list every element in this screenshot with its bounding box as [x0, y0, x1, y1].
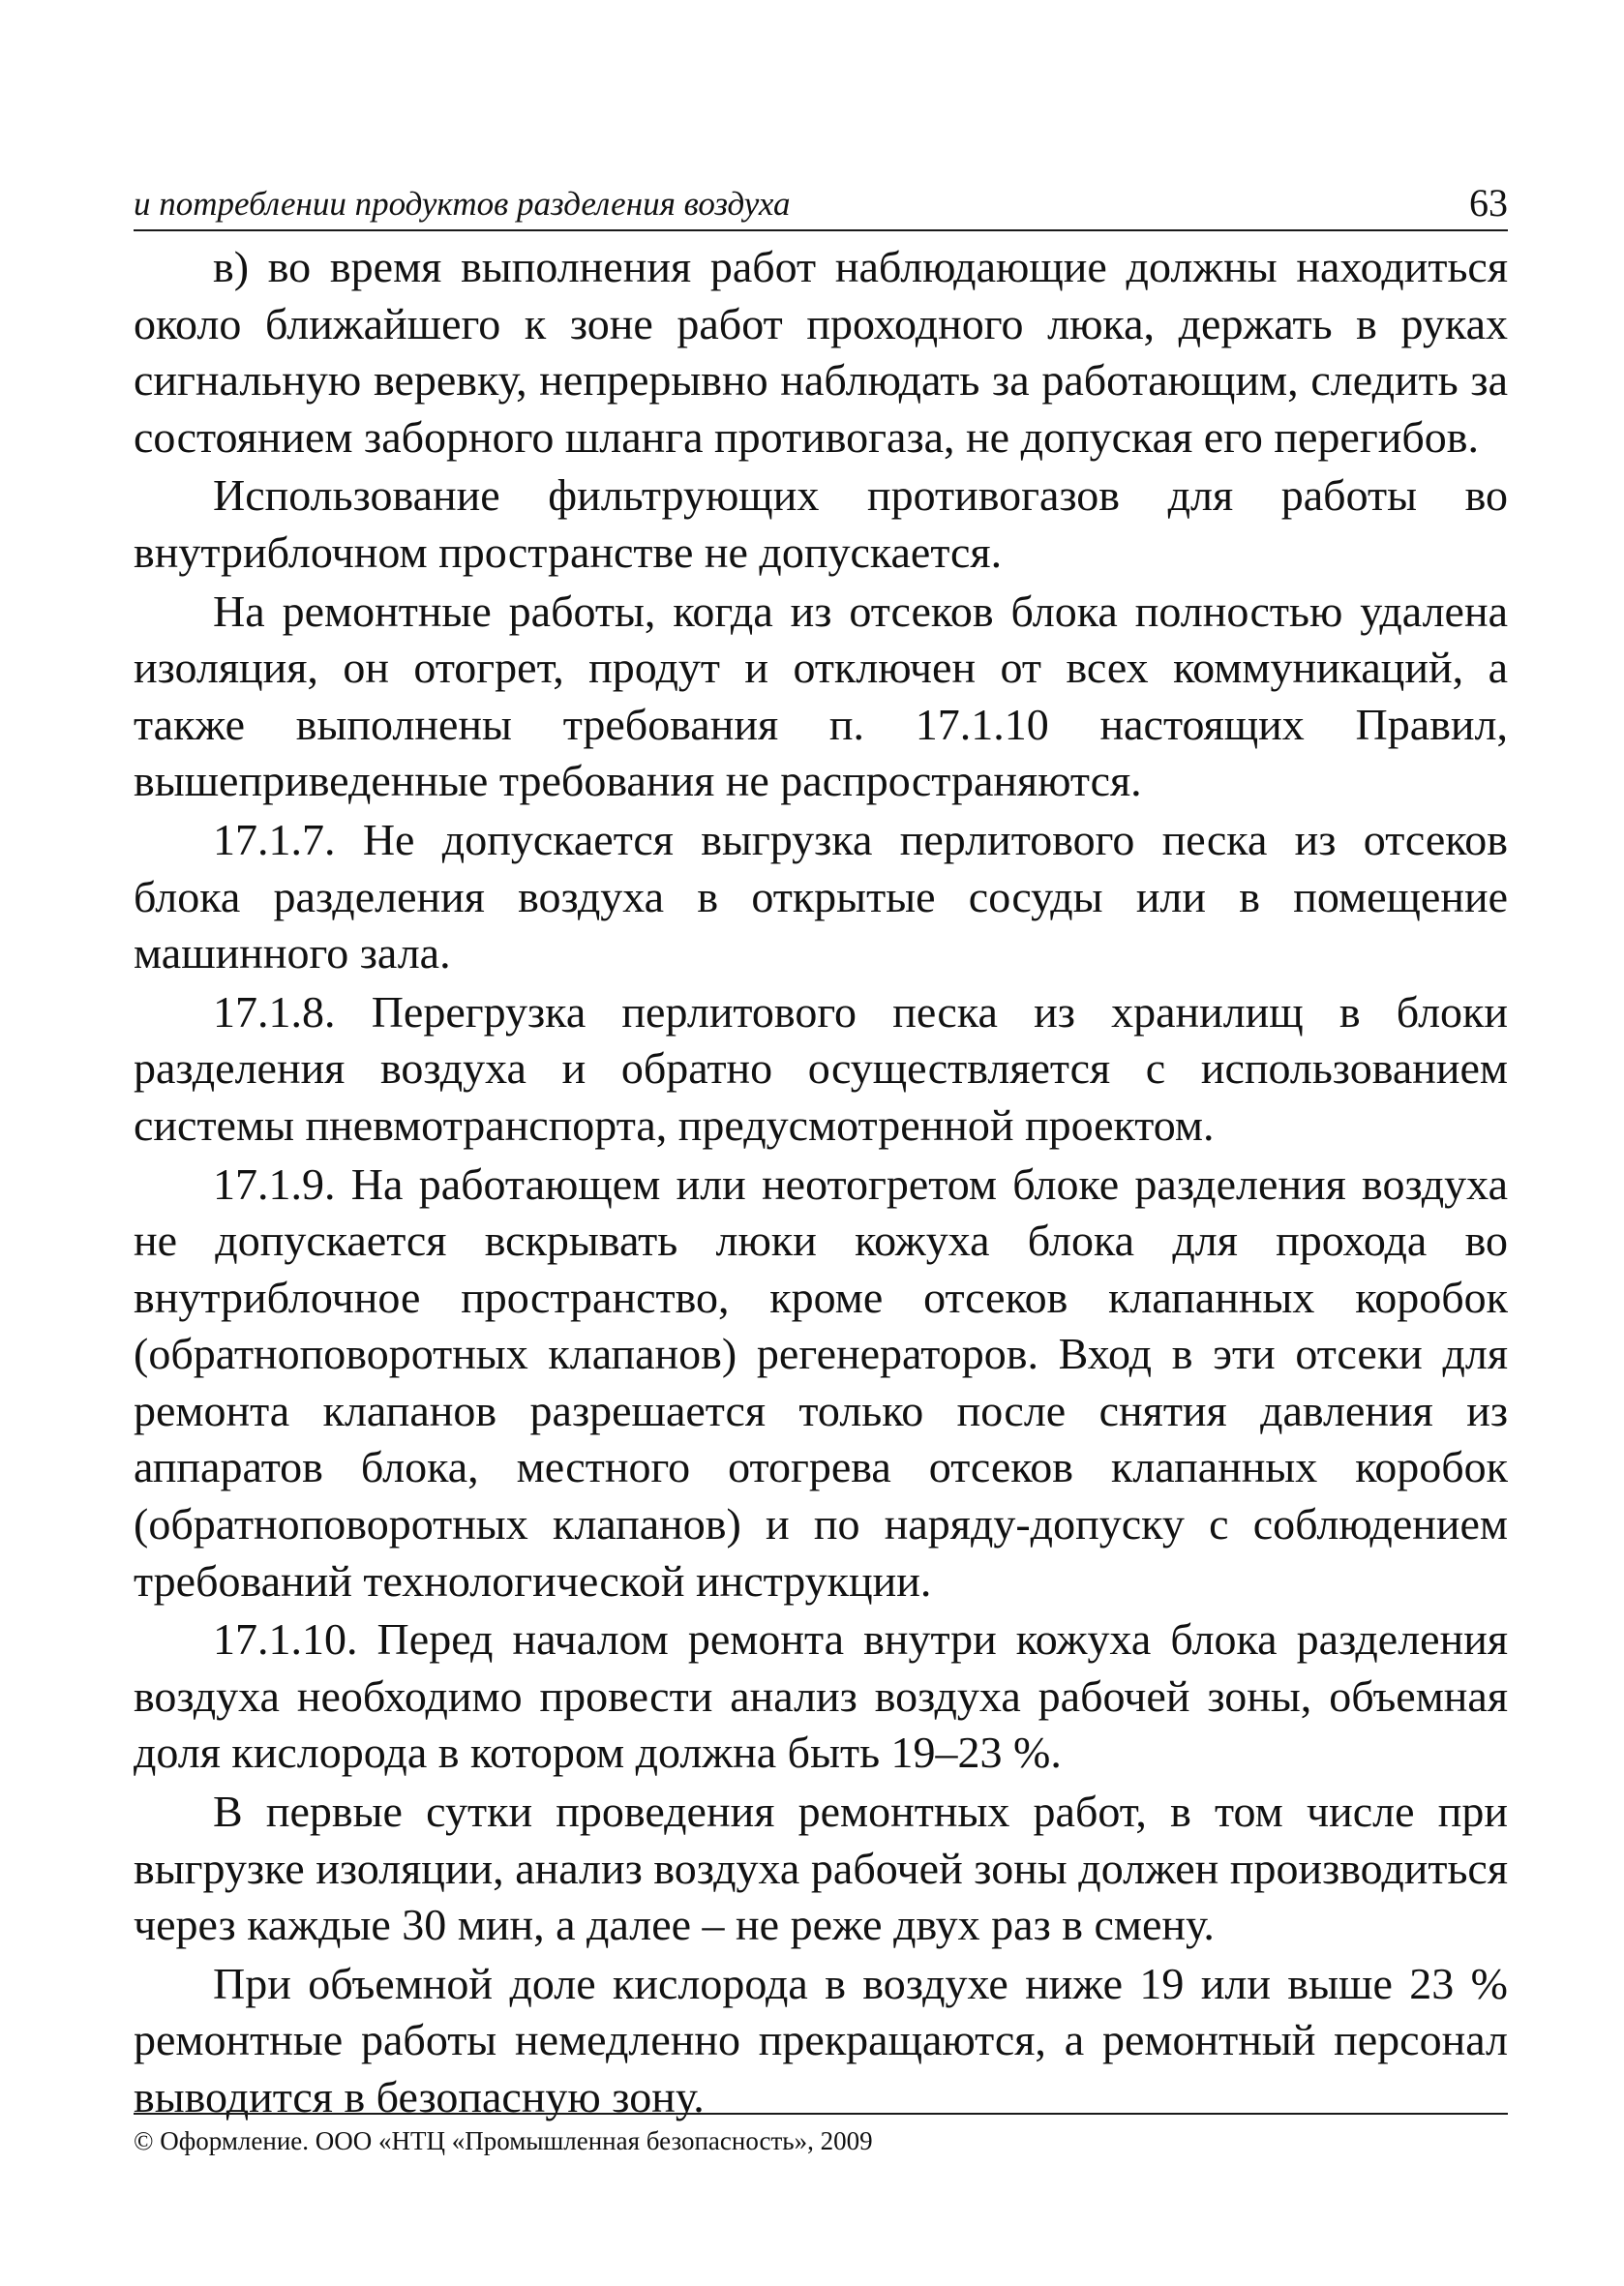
paragraph-filter-gas-masks: Использование фильтрующих противогазов для работы во внутриблочном пространстве не допускается. — [134, 470, 1508, 577]
footer-copyright: © Оформление. ООО «НТЦ «Промышленная безопасность», 2009 — [134, 2113, 1508, 2156]
paragraph-first-day-analysis: В первые сутки проведения ремонтных работ, в том числе при выгрузке изоляции, анализ воздуха рабочей зоны должен производиться через каждые 30 мин, а далее – не реже двух раз в смену. — [134, 1787, 1508, 1950]
paragraph-17-1-8: 17.1.8. Перегрузка перлитового песка из хранилищ в блоки разделения воздуха и обратно осуществляется с использованием системы пневмотранспорта, предусмотренной проектом. — [134, 986, 1508, 1150]
paragraph-item-v: в) во время выполнения работ наблюдающие должны находиться около ближайшего к зоне работ проходного люка, держать в руках сигнальную веревку, непрерывно наблюдать за работающим, следить за состоянием заборного шланга противогаза, не допуская его перегибов. — [134, 242, 1508, 462]
paragraph-17-1-7: 17.1.7. Не допускается выгрузка перлитового песка из отсеков блока разделения воздуха в открытые сосуды или в помещение машинного зала. — [134, 814, 1508, 978]
running-title: и потреблении продуктов разделения воздуха — [134, 185, 791, 223]
paragraph-oxygen-limits: При объемной доле кислорода в воздухе ниже 19 или выше 23 % ремонтные работы немедленно прекращаются, а ремонтный персонал выводится в безопасную зону. — [134, 1958, 1508, 2121]
document-page — [134, 179, 1508, 2128]
running-header — [134, 179, 1508, 231]
page-number: 63 — [1469, 181, 1508, 225]
paragraph-17-1-9: 17.1.9. На работающем или неотогретом блоке разделения воздуха не допускается вскрывать люки кожуха блока для прохода во внутриблочное пространство, кроме отсеков клапанных коробок (обратноповоротных клапанов) регенераторов. Вход в эти отсеки для ремонта клапанов разрешается только после снятия давления из аппаратов блока, местного отогрева отсеков клапанных коробок (обратноповоротных клапанов) и по наряду-допуску с соблюдением требований технологической инструкции. — [134, 1158, 1508, 1606]
body-text — [134, 239, 1508, 2126]
paragraph-repair-exception: На ремонтные работы, когда из отсеков блока полностью удалена изоляция, он отогрет, продут и отключен от всех коммуникаций, а также выполнены требования п. 17.1.10 настоящих Правил, вышеприведенные требования не распространяются. — [134, 586, 1508, 806]
paragraph-17-1-10: 17.1.10. Перед началом ремонта внутри кожуха блока разделения воздуха необходимо провести анализ воздуха рабочей зоны, объемная доля кислорода в котором должна быть 19–23 %. — [134, 1614, 1508, 1778]
